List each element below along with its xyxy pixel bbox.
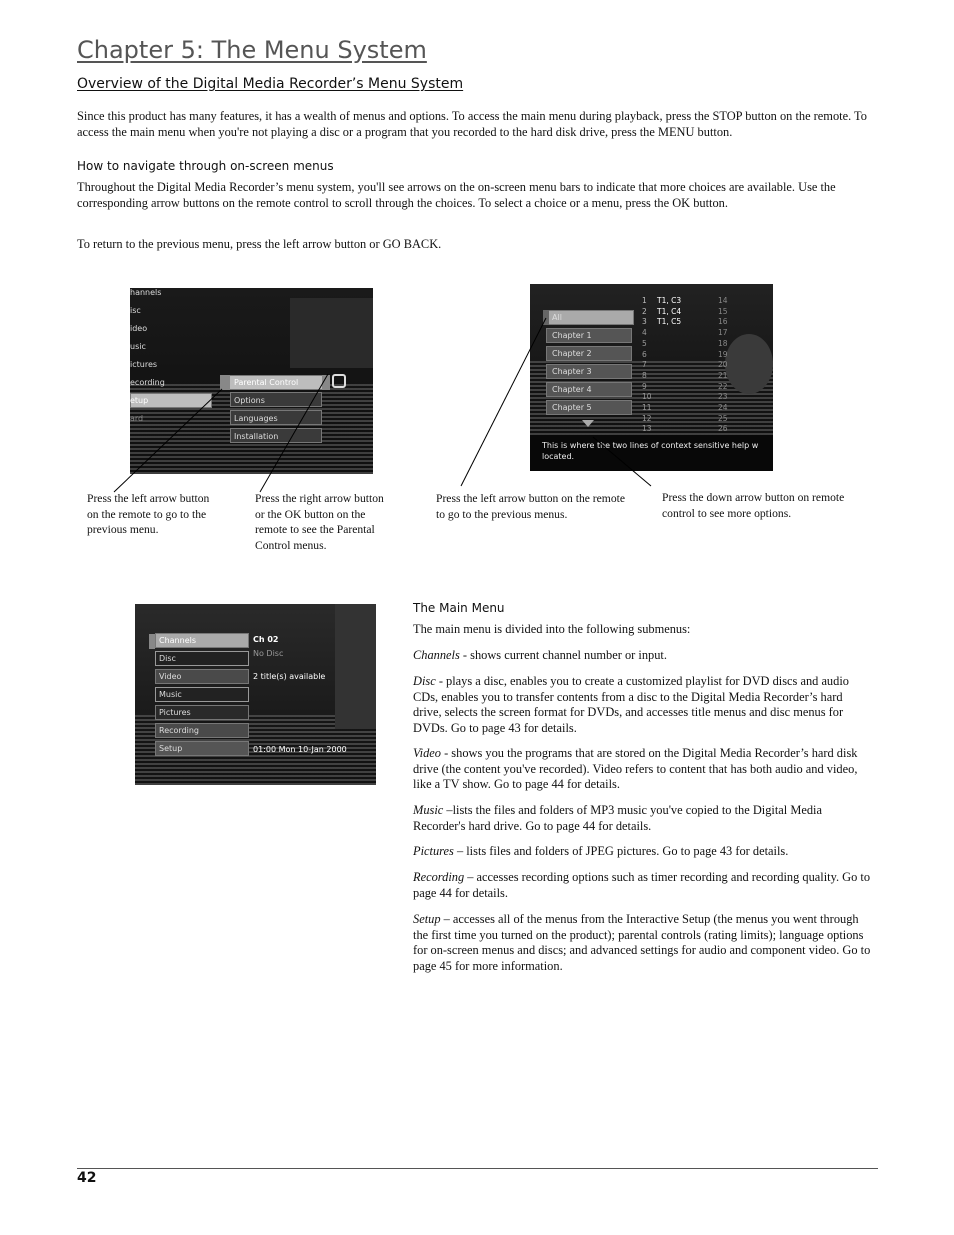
number: 4	[642, 328, 647, 338]
description: - shows current channel number or input.	[459, 648, 667, 662]
description: –lists the files and folders of MP3 music you've copied to the Digital Media Recorder's hard drive. Go to page 44 for details.	[413, 803, 822, 833]
main-menu-intro: The main menu is divided into the following submenus:	[413, 622, 691, 636]
caption-right-arrow: Press the right arrow button or the OK button on the remote to see the Parental Control menus.	[255, 492, 384, 552]
screen1-item: isc	[130, 306, 141, 315]
screen1-item: ictures	[130, 360, 158, 369]
screen1-submenu-item: Options	[234, 396, 265, 405]
screen1-item: usic	[130, 342, 146, 351]
screen1-item: ecording	[130, 378, 165, 387]
submenu-description-video	[413, 746, 873, 793]
number: 13	[642, 424, 652, 434]
description: – accesses all of the menus from the Interactive Setup (the menus you went through the first time you turned on the product); parental controls (rating limits); language options for on-screen menus and discs; and advanced settings for audio and component video. Go to page 45 for more information.	[413, 912, 871, 973]
description: - plays a disc, enables you to create a customized playlist for DVD discs and audio CDs, enables you to transfer contents from a disc to the Digital Media Recorder’s hard drive, selects the screen format for DVDs, and accesses title menus and disc menus for DVDs. Go to page 43 for details.	[413, 674, 849, 735]
screen1-submenu-item: Installation	[234, 432, 279, 441]
callout-line	[461, 318, 546, 486]
nav-heading: How to navigate through on-screen menus	[77, 159, 334, 173]
number: 23	[718, 392, 728, 402]
screen1-item: ard	[130, 414, 144, 423]
number: 26	[718, 424, 728, 434]
number: 22	[718, 381, 728, 391]
number: 14	[718, 296, 728, 305]
description: – accesses recording options such as timer recording and recording quality. Go to page 44 for details.	[413, 870, 871, 900]
screen3-menu-item: Setup	[159, 744, 183, 753]
callout-line	[260, 374, 328, 492]
caption-down-arrow: Press the down arrow button on remote control to see more options.	[662, 491, 845, 520]
caption-left-arrow: Press the left arrow button on the remote to go to the previous menu.	[87, 492, 210, 537]
screen3-clock: 01:00 Mon 10-Jan 2000	[253, 745, 347, 754]
number: 21	[718, 370, 728, 380]
intro-paragraph: Since this product has many features, it has a wealth of menus and options. To access the main menu during playback, press the STOP button on the remote. To access the main menu when you're not playing a disc or a program that you recorded to the hard disk drive, press the MENU button.	[77, 109, 867, 139]
term: Channels	[413, 648, 460, 662]
chapter-title: Chapter 5: The Menu System	[77, 36, 427, 64]
number: 12	[642, 413, 652, 423]
title-entry: T1, C4	[657, 306, 682, 316]
submenu-description-music	[413, 803, 873, 834]
screen2-help-text: This is where the two lines of context sensitive help w located.	[542, 441, 759, 461]
number: 16	[718, 317, 728, 327]
description: – lists files and folders of JPEG pictures. Go to page 43 for details.	[453, 844, 789, 858]
title-entry: T1, C3	[657, 296, 682, 305]
screen3-menu-item: Music	[159, 690, 182, 699]
number: 18	[718, 338, 728, 348]
number: 2	[642, 306, 647, 316]
screen2-menu-item: All	[552, 313, 562, 322]
number: 5	[642, 338, 647, 348]
submenu-description-pictures	[413, 844, 873, 860]
submenu-description-disc	[413, 674, 873, 736]
term: Music	[413, 803, 444, 817]
number: 15	[718, 306, 728, 316]
number: 3	[642, 317, 647, 327]
screen1-item: hannels	[130, 288, 162, 297]
number: 19	[718, 349, 728, 359]
screen3-menu-item: Video	[159, 672, 182, 681]
callout-line	[593, 437, 651, 486]
screen3-channel: Ch 02	[253, 635, 279, 644]
screenshot-main-menu	[135, 604, 376, 785]
screen2-menu-item: Chapter 4	[552, 385, 592, 394]
footer-rule	[77, 1168, 878, 1169]
screen3-titles-available: 2 title(s) available	[253, 672, 326, 681]
term: Pictures	[413, 844, 454, 858]
nav-paragraph-1: Throughout the Digital Media Recorder’s menu system, you'll see arrows on the on-screen menu bars to indicate that more choices are available. Use the corresponding arrow buttons on the remote control to scroll through the choices. To select a choice or a menu, press the OK button.	[77, 180, 836, 210]
screen2-menu-item: Chapter 1	[552, 331, 592, 340]
section-title: Overview of the Digital Media Recorder’s Menu System	[77, 76, 464, 92]
term: Disc	[413, 674, 436, 688]
number: 6	[642, 349, 647, 359]
nav-paragraph-2: To return to the previous menu, press the left arrow button or GO BACK.	[77, 237, 442, 251]
number: 9	[642, 381, 647, 391]
screen3-disc-status: No Disc	[253, 649, 284, 658]
screen3-menu-item: Channels	[159, 636, 197, 645]
number: 11	[642, 403, 652, 413]
screen2-menu-item: Chapter 5	[552, 403, 592, 412]
submenu-description-setup	[413, 912, 873, 974]
term: Video	[413, 746, 441, 760]
number: 17	[718, 328, 728, 338]
submenu-description-recording	[413, 870, 873, 901]
screen1-submenu-item: Parental Control	[234, 378, 299, 387]
title-entry: T1, C5	[657, 317, 682, 327]
term: Recording	[413, 870, 465, 884]
number: 8	[642, 370, 647, 380]
screen1-item: ideo	[130, 324, 148, 333]
callout-line	[114, 389, 222, 492]
main-menu-heading: The Main Menu	[413, 601, 505, 615]
number: 20	[718, 360, 728, 370]
number: 24	[718, 403, 728, 413]
screen2-menu-item: Chapter 3	[552, 367, 592, 376]
number: 7	[642, 360, 647, 370]
screen1-submenu-item: Languages	[234, 414, 278, 423]
screen2-menu-item: Chapter 2	[552, 349, 592, 358]
screen3-menu-item: Recording	[159, 726, 200, 735]
screen3-menu-item: Pictures	[159, 708, 191, 717]
term: Setup	[413, 912, 441, 926]
number: 1	[642, 296, 647, 305]
number: 10	[642, 392, 652, 402]
screen3-menu-item: Disc	[159, 654, 176, 663]
screen1-item-selected: etup	[130, 396, 149, 405]
page-number: 42	[77, 1170, 97, 1186]
submenu-description-channels	[413, 648, 873, 664]
description: - shows you the programs that are stored on the Digital Media Recorder’s hard disk drive (the content you've recorded). Video refers to content that has both audio and video, like a TV show. Go to page 44 for details.	[413, 746, 858, 792]
number: 25	[718, 413, 728, 423]
caption-left-arrow-2: Press the left arrow button on the remote to go to the previous menus.	[436, 492, 625, 521]
